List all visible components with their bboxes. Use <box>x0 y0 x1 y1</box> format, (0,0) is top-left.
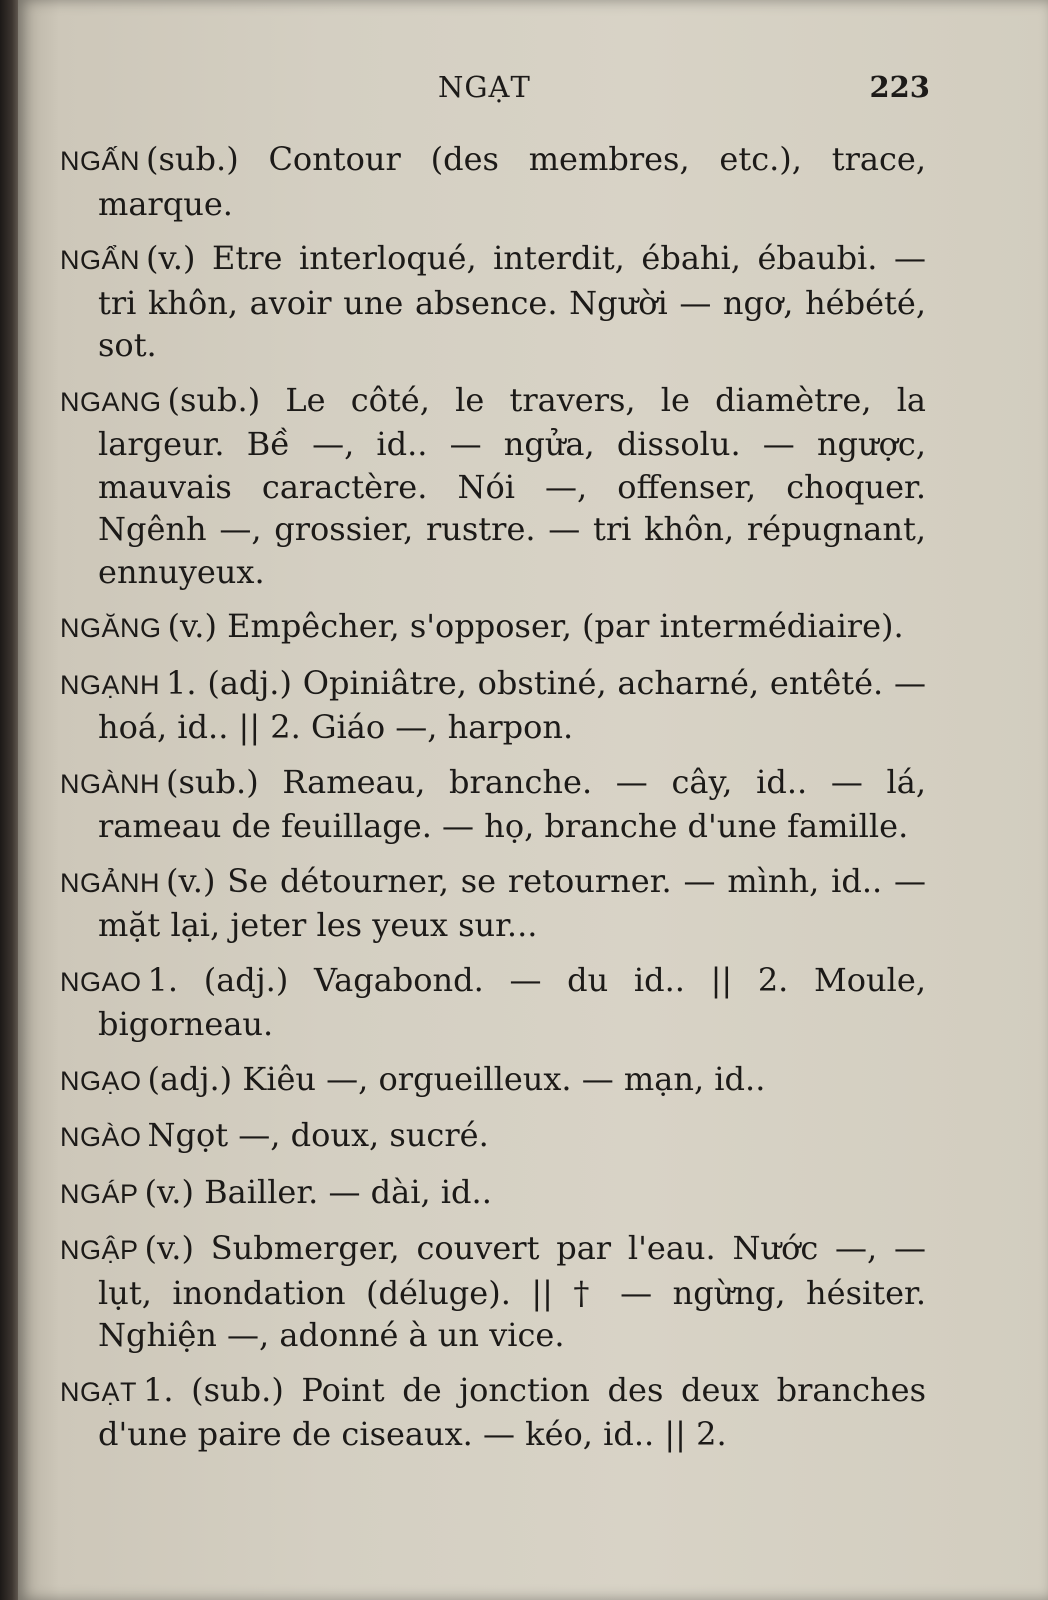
dictionary-page <box>18 0 1048 1600</box>
headword: NGĂNG <box>60 613 162 643</box>
entry-ngao <box>60 959 926 1046</box>
definition: (sub.) Le côté, le travers, le diamètre, la largeur. Bề —, id.. — ngửa, dissolu. — ngược, mauvais caractère. Nói —, offenser, choquer. Ngênh —, grossier, rustre. — tri khôn, répugnant, ennuyeux. <box>98 380 926 591</box>
headword: NGẠO <box>60 1065 142 1096</box>
headword: NGANG <box>60 386 162 417</box>
page-header <box>18 70 1048 110</box>
definition: (v.) Se détourner, se retourner. — mình, id.. — mặt lại, jeter les yeux sur... <box>98 861 926 944</box>
headword: NGÁP <box>60 1178 139 1209</box>
definition: (sub.) Rameau, branche. — cây, id.. — lá, rameau de feuillage. — họ, branche d'une famille. <box>98 762 926 845</box>
entry-ngao-sweet <box>60 1114 926 1159</box>
page-number: 223 <box>869 70 930 104</box>
headword: NGẠT <box>60 1376 138 1407</box>
entry-ngat <box>60 1369 926 1456</box>
entry-ngan-v <box>60 237 926 367</box>
entry-ngap-v <box>60 1227 926 1357</box>
headword: NGÀO <box>60 1122 142 1152</box>
headword: NGẢNH <box>60 867 161 898</box>
headword: NGẨN <box>60 245 141 275</box>
headword: NGẤN <box>60 146 141 176</box>
definition: Ngọt —, doux, sucré. <box>147 1116 489 1154</box>
entry-ngap <box>60 1171 926 1216</box>
definition: (v.) Bailler. — dài, id.. <box>144 1172 492 1211</box>
running-head: NGẠT <box>438 70 531 104</box>
entry-nganh-sub <box>60 761 926 848</box>
entry-ngang-v <box>60 605 926 650</box>
book-spine <box>0 0 20 1600</box>
dictionary-entries <box>60 138 926 1468</box>
definition: 1. (sub.) Point de jonction des deux branches d'une paire de ciseaux. — kéo, id.. || 2. <box>98 1370 926 1453</box>
definition: (adj.) Kiêu —, orgueilleux. — mạn, id.. <box>147 1059 766 1098</box>
definition: 1. (adj.) Vagabond. — du id.. || 2. Moule, bigorneau. <box>98 960 926 1043</box>
definition: (sub.) Contour (des membres, etc.), trace, marque. <box>98 140 926 223</box>
entry-nganh-adj <box>60 662 926 749</box>
definition: 1. (adj.) Opiniâtre, obstiné, acharné, entêté. — hoá, id.. || 2. Giáo —, harpon. <box>98 663 926 746</box>
definition: (v.) Submerger, couvert par l'eau. Nước —, — lụt, inondation (déluge). || † — ngừng, hésiter. Nghiện —, adonné à un vice. <box>98 1229 926 1354</box>
entry-ngao-adj <box>60 1058 926 1103</box>
headword: NGAO <box>60 966 142 997</box>
entry-nganh-v <box>60 860 926 947</box>
headword: NGẬP <box>60 1235 139 1265</box>
definition: (v.) Empêcher, s'opposer, (par intermédiaire). <box>167 607 904 645</box>
definition: (v.) Etre interloqué, interdit, ébahi, ébaubi. — tri khôn, avoir une absence. Người — ngơ, hébété, sot. <box>98 239 926 364</box>
headword: NGẠNH <box>60 669 161 700</box>
entry-ngan-sub <box>60 138 926 225</box>
entry-ngang <box>60 379 926 594</box>
headword: NGÀNH <box>60 768 161 799</box>
